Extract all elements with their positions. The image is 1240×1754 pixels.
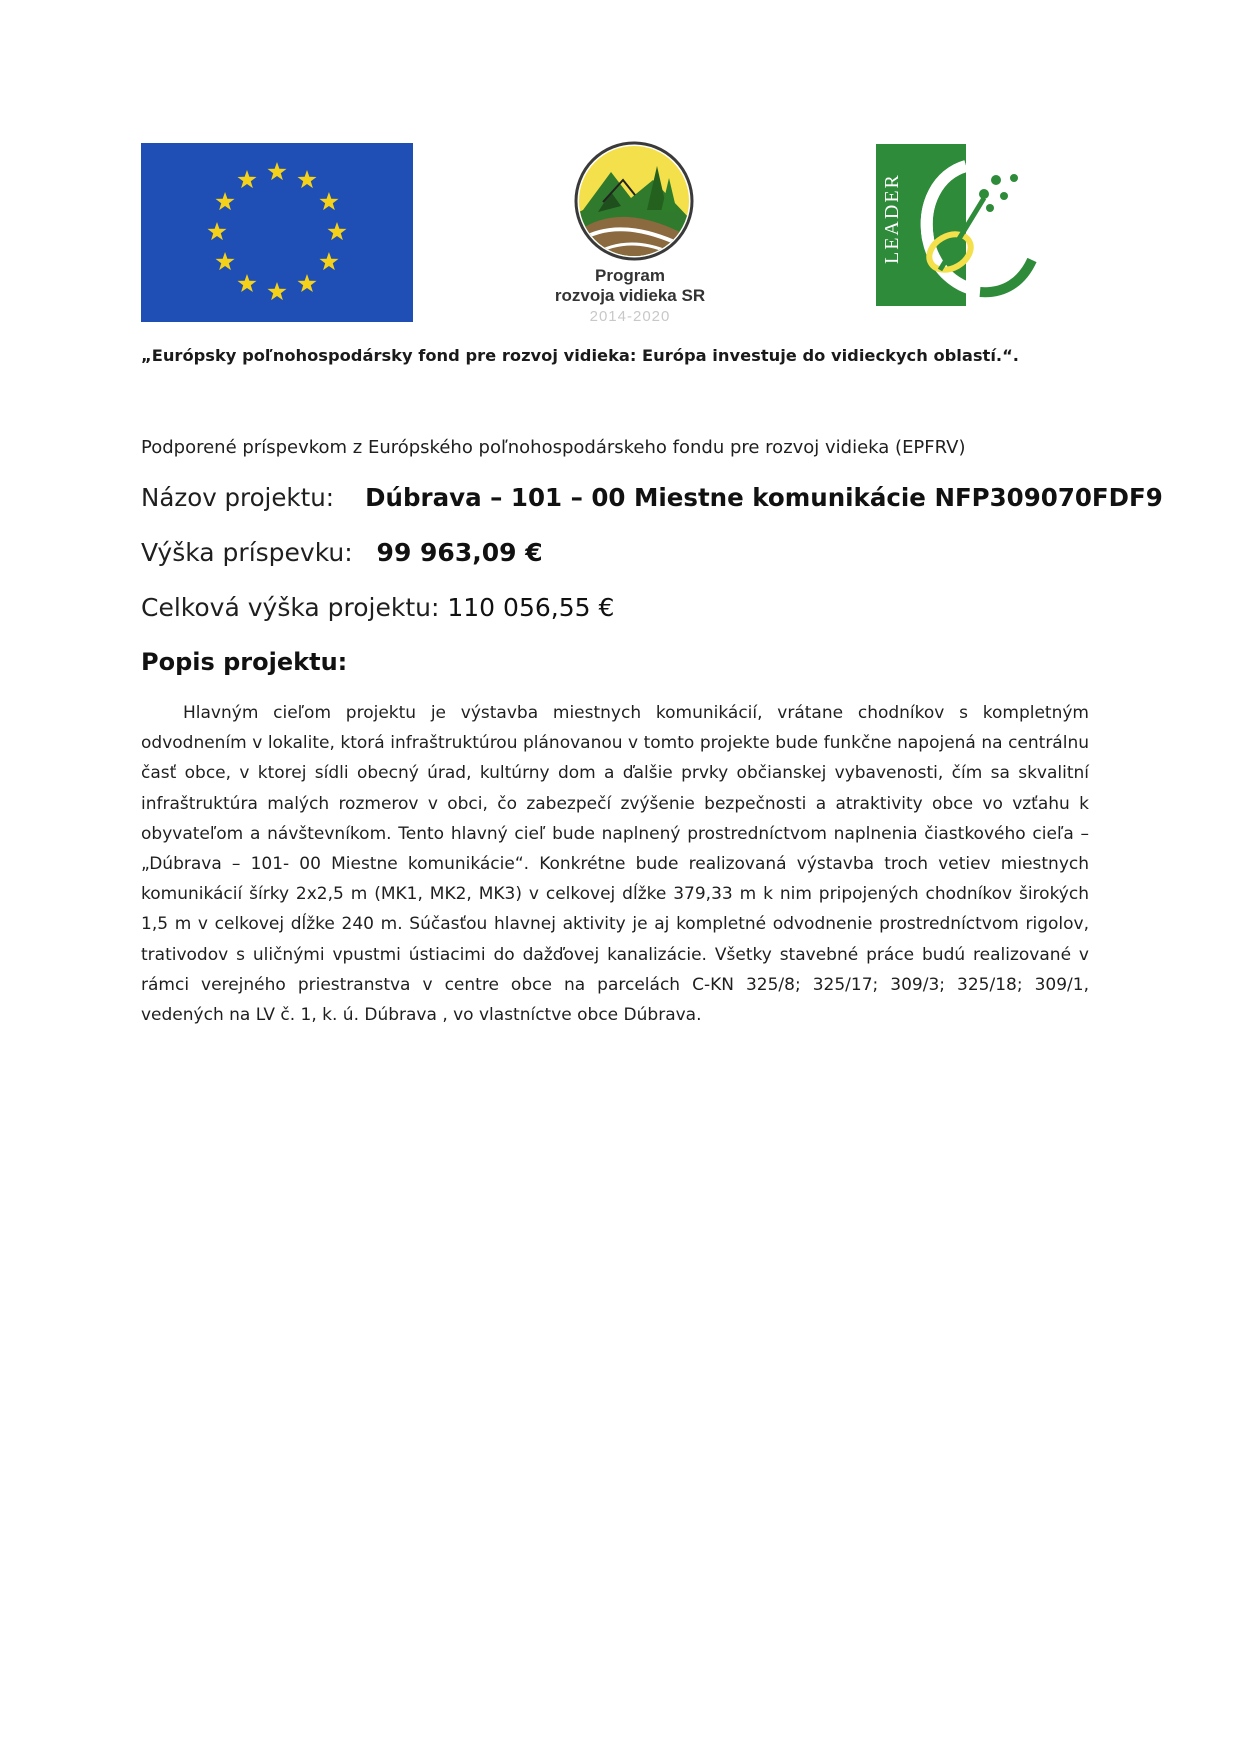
prv-emblem-icon xyxy=(573,140,695,262)
prv-line-1: Program xyxy=(595,266,665,285)
supported-by-line: Podporené príspevkom z Európského poľnohospodárskeho fondu pre rozvoj vidieka (EPFRV) xyxy=(141,437,966,458)
contribution-value: 99 963,09 € xyxy=(376,538,543,567)
prv-line-2: rozvoja vidieka SR xyxy=(554,286,706,305)
prv-program-label xyxy=(520,266,740,306)
eu-flag-icon xyxy=(141,143,413,322)
prv-years: 2014-2020 xyxy=(589,308,671,325)
description-text: Hlavným cieľom projektu je výstavba miestnych komunikácií, vrátane chodníkov s kompletným odvodnením v lokalite, ktorá infraštruktúrou plánovanou v tomto projekte bude funkčne napojená na centrálnu časť obce, v ktorej sídli obecný úrad, kultúrny dom a ďalšie prvky občianskej vybavenosti, čím sa skvalitní infraštruktúra malých rozmerov v obci, čo zabezpečí zvýšenie bezpečnosti a atraktivity obce vo vzťahu k obyvateľom a návštevníkom. Tento hlavný cieľ bude naplnený prostredníctvom naplnenia čiastkového cieľa – „Dúbrava – 101- 00 Miestne komunikácie“. Konkrétne bude realizovaná výstavba troch vetiev miestnych komunikácií šírky 2x2,5 m (MK1, MK2, MK3) v celkovej dĺžke 379,33 m k nim pripojených chodníkov širokých 1,5 m v celkovej dĺžke 240 m. Súčasťou hlavnej aktivity je aj kompletné odvodnenie prostredníctvom rigolov, trativodov s uličnými vpustmi ústiacimi do dažďovej kanalizácie. Všetky stavebné práce budú realizované v rámci verejného priestranstva v centre obce na parcelách C-KN 325/8; 325/17; 309/3; 325/18; 309/1, vedených na LV č. 1, k. ú. Dúbrava , vo vlastníctve obce Dúbrava. xyxy=(141,703,1089,1026)
logo-header xyxy=(0,0,1240,330)
prv-logo xyxy=(520,140,740,330)
total-line xyxy=(141,593,614,622)
program-slogan: „Európsky poľnohospodársky fond pre rozvoj vidieka: Európa investuje do vidieckych oblastí.“. xyxy=(141,346,1019,365)
project-name-label: Názov projektu: xyxy=(141,483,335,512)
project-name-line xyxy=(141,483,1163,512)
project-name-value: Dúbrava – 101 – 00 Miestne komunikácie NFP309070FDF9 xyxy=(365,483,1163,512)
total-label: Celková výška projektu: xyxy=(141,593,440,622)
contribution-line xyxy=(141,538,543,567)
leader-text: LEADER xyxy=(881,173,903,264)
contribution-label: Výška príspevku: xyxy=(141,538,353,567)
description-heading: Popis projektu: xyxy=(141,648,348,676)
total-value: 110 056,55 € xyxy=(447,593,615,622)
leader-logo-icon xyxy=(876,144,1038,306)
